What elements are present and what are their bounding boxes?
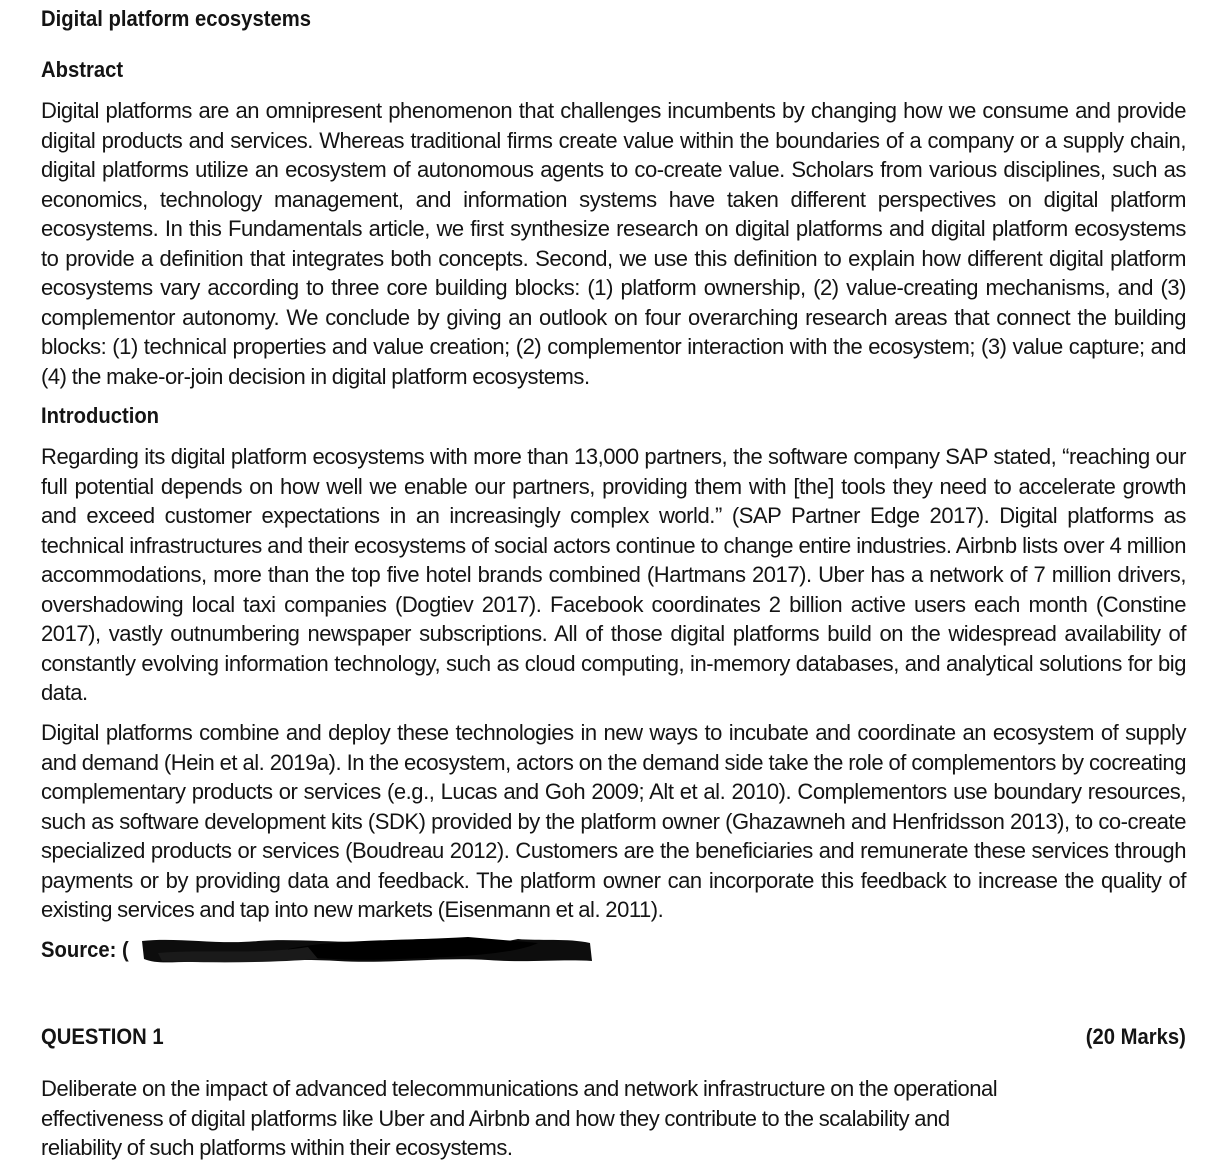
- abstract-paragraph: Digital platforms are an omnipresent phenomenon that challenges incumbents by changing how we consume and provide digital products and services. Whereas traditional firms create value within the boundaries of a company or a supply chain, digital platforms utilize an ecosystem of autonomous agents to co-create value. Scholars from various disciplines, such as economics, technology management, and information systems have taken different perspectives on digital platform ecosystems. In this Fundamentals article, we first synthesize research on digital platforms and digital platform ecosystems to provide a definition that integrates both concepts. Second, we use this definition to explain how different digital platform ecosystems vary according to three core building blocks: (1) platform ownership, (2) value-creating mechanisms, and (3) complementor autonomy. We conclude by giving an outlook on four overarching research areas that connect the building blocks: (1) technical properties and value creation; (2) complementor interaction with the ecosystem; (3) value capture; and (4) the make-or-join decision in digital platform ecosystems.: [41, 98, 1186, 389]
- redaction-mark: [138, 935, 594, 965]
- question-text: Deliberate on the impact of advanced telecommunications and network infrastructure on the operational effectiveness of digital platforms like Uber and Airbnb and how they contribute to the scalability and reliability of such platforms within their ecosystems.: [41, 1076, 998, 1160]
- introduction-heading: Introduction: [41, 403, 160, 428]
- source-line: [41, 934, 594, 966]
- question-title: QUESTION 1: [41, 1024, 164, 1049]
- document-title: Digital platform ecosystems: [41, 6, 311, 31]
- intro-paragraph-1: Regarding its digital platform ecosystems with more than 13,000 partners, the software company SAP stated, “reaching our full potential depends on how well we enable our partners, providing them with [the] tools they need to accelerate growth and exceed customer expectations in an increasingly complex world.” (SAP Partner Edge 2017). Digital platforms as technical infrastructures and their ecosystems of social actors continue to change entire industries. Airbnb lists over 4 million accommodations, more than the top five hotel brands combined (Hartmans 2017). Uber has a network of 7 million drivers, overshadowing local taxi companies (Dogtiev 2017). Facebook coordinates 2 billion active users each month (Constine 2017), vastly outnumbering newspaper subscriptions. All of those digital platforms build on the widespread availability of constantly evolving information technology, such as cloud computing, in-memory databases, and analytical solutions for big data.: [41, 444, 1186, 705]
- question-header: [41, 1022, 1186, 1052]
- question-marks: (20 Marks): [1085, 1024, 1186, 1049]
- abstract-heading: Abstract: [41, 57, 124, 82]
- source-label: Source: (: [41, 937, 129, 962]
- intro-paragraph-2: Digital platforms combine and deploy these technologies in new ways to incubate and coordinate an ecosystem of supply and demand (Hein et al. 2019a). In the ecosystem, actors on the demand side take the role of complementors by cocreating complementary products or services (e.g., Lucas and Goh 2009; Alt et al. 2010). Complementors use boundary resources, such as software development kits (SDK) provided by the platform owner (Ghazawneh and Henfridsson 2013), to co-create specialized products or services (Boudreau 2012). Customers are the beneficiaries and remunerate these services through payments or by providing data and feedback. The platform owner can incorporate this feedback to increase the quality of existing services and tap into new markets (Eisenmann et al. 2011).: [41, 720, 1186, 922]
